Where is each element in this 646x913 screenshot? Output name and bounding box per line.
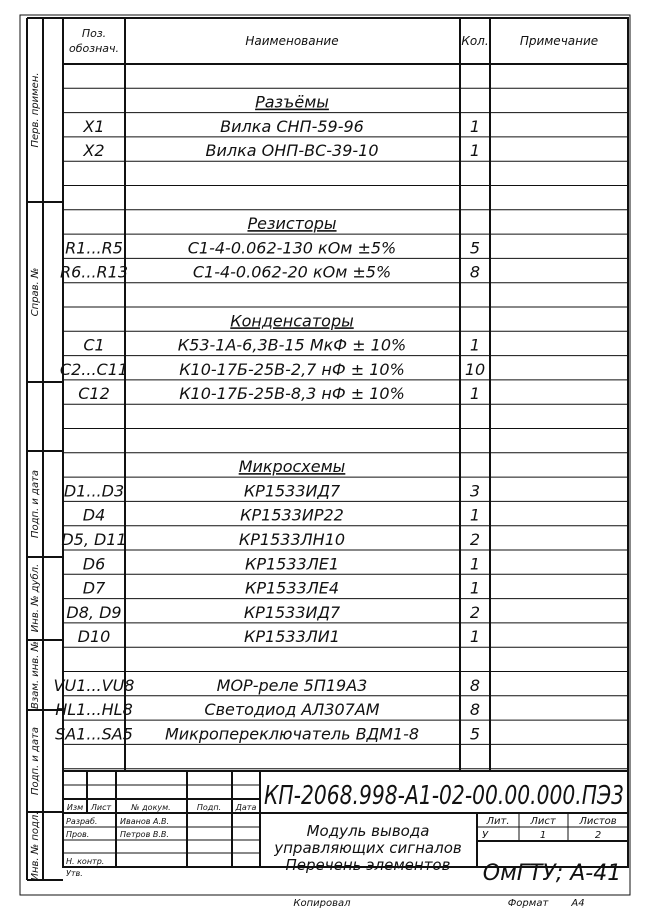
- row-qty: 1: [469, 384, 481, 404]
- section-heading: Микросхемы: [238, 457, 346, 477]
- row-qty: 8: [469, 262, 481, 282]
- row-pos: SA1...SA5: [55, 724, 133, 744]
- section-heading: Резисторы: [247, 214, 337, 234]
- table-rows: [54, 88, 628, 768]
- row-qty: 1: [469, 141, 481, 161]
- row-pos: VU1...VU8: [53, 675, 135, 695]
- sheet-footer: [293, 898, 584, 909]
- row-name: С1-4-0.062-130 кОм ±5%: [187, 238, 397, 258]
- razrab-label: Разраб.: [66, 817, 98, 826]
- row-name: С1-4-0.062-20 кОм ±5%: [192, 262, 392, 282]
- col-podp: Подп.: [196, 803, 222, 812]
- row-pos: D4: [82, 505, 106, 525]
- row-pos: D10: [77, 627, 111, 647]
- row-qty: 8: [469, 700, 481, 720]
- left-sidebar: [27, 18, 63, 881]
- row-name: К10-17Б-25В-8,3 нФ ± 10%: [179, 384, 405, 404]
- row-name: КР1533ИД7: [243, 602, 341, 622]
- sidebar-sprav-no: Справ. №: [30, 267, 41, 317]
- row-qty: 2: [469, 530, 481, 549]
- listov-label: Листов: [579, 816, 617, 827]
- title-line2: управляющих сигналов: [274, 839, 462, 857]
- title-line3: Перечень элементов: [285, 856, 451, 874]
- lit-label: Лит.: [486, 816, 510, 827]
- row-pos: X2: [83, 141, 105, 161]
- col-izm: Изм: [66, 803, 84, 812]
- row-qty: 1: [469, 554, 481, 574]
- row-qty: 2: [469, 602, 481, 622]
- row-qty: 1: [469, 116, 481, 136]
- sidebar-inv-podl: Инв. № подл.: [30, 811, 41, 881]
- header-qty: Кол.: [461, 34, 489, 48]
- list-value: 1: [539, 830, 547, 841]
- row-pos: R6...R13: [59, 262, 129, 282]
- row-pos: C1: [83, 335, 105, 355]
- row-pos: HL1...HL8: [55, 700, 133, 720]
- spec-table: [54, 18, 628, 771]
- row-name: КР1533ИД7: [243, 481, 341, 501]
- row-pos: X1: [83, 116, 105, 136]
- row-name: МОР-реле 5П19А3: [216, 675, 368, 695]
- razrab-name: Иванов А.В.: [120, 817, 170, 826]
- row-qty: 5: [469, 724, 481, 744]
- prov-label: Пров.: [66, 830, 90, 839]
- row-qty: 1: [469, 578, 481, 598]
- row-name: КР1533ЛЕ1: [244, 554, 340, 574]
- prov-name: Петров В.В.: [120, 830, 169, 839]
- row-name: КР1533ИР22: [240, 505, 344, 525]
- row-qty: 10: [464, 359, 486, 379]
- sidebar-podp-data-1: Подп. и дата: [30, 469, 41, 539]
- listov-value: 2: [594, 830, 602, 841]
- header-note: Примечание: [519, 34, 599, 48]
- doc-code: КП-2068.998-А1-02-00.00.000.ПЭ3: [264, 781, 624, 811]
- format-label: Формат: [507, 898, 549, 909]
- row-pos: R1...R5: [65, 238, 123, 258]
- col-doc: № докум.: [131, 803, 171, 812]
- row-pos: D6: [82, 554, 106, 574]
- header-name: Наименование: [245, 34, 339, 48]
- row-pos: C2...C11: [59, 359, 129, 379]
- row-qty: 3: [469, 481, 481, 501]
- title-block: [63, 771, 628, 886]
- section-heading: Разъёмы: [255, 92, 329, 112]
- sidebar-vzam-inv: Взам. инв. №: [30, 641, 41, 709]
- utv-label: Утв.: [66, 869, 83, 878]
- row-pos: D1...D3: [63, 481, 125, 501]
- row-qty: 1: [469, 627, 481, 647]
- list-label: Лист: [530, 816, 556, 827]
- row-pos: D8, D9: [66, 602, 122, 622]
- header-designation-line2: обознач.: [68, 42, 120, 55]
- row-name: К10-17Б-25В-2,7 нФ ± 10%: [179, 359, 405, 379]
- col-data: Дата: [235, 803, 257, 812]
- sidebar-perv-primen: Перв. примен.: [30, 72, 41, 148]
- row-name: Вилка ОНП-ВС-39-10: [205, 141, 379, 161]
- title-line1: Модуль вывода: [306, 822, 430, 840]
- row-name: КР1533ЛЕ4: [244, 578, 340, 598]
- row-qty: 5: [469, 238, 481, 258]
- row-name: К53-1А-6,3В-15 МкФ ± 10%: [177, 335, 407, 355]
- sidebar-inv-dubl: Инв. № дубл.: [30, 563, 41, 633]
- header-designation-line1: Поз.: [81, 27, 107, 40]
- copied-label: Копировал: [293, 898, 351, 909]
- row-name: Вилка СНП-59-96: [220, 116, 364, 136]
- sidebar-podp-data-2: Подп. и дата: [30, 726, 41, 796]
- org-name: ОмГТУ; А-41: [482, 861, 622, 886]
- row-name: Светодиод АЛ307АМ: [204, 700, 380, 720]
- row-qty: 8: [469, 675, 481, 695]
- row-name: КР1533ЛИ1: [244, 627, 340, 647]
- row-name: КР1533ЛН10: [238, 530, 346, 549]
- n-kontr-label: Н. контр.: [66, 857, 105, 866]
- row-pos: C12: [78, 384, 110, 404]
- col-list: Лист: [90, 803, 112, 812]
- row-pos: D5, D11: [61, 530, 127, 549]
- lit-value: У: [481, 830, 489, 841]
- table-header: [69, 27, 598, 55]
- row-qty: 1: [469, 335, 481, 355]
- row-name: Микропереключатель ВДМ1-8: [164, 724, 420, 744]
- row-pos: D7: [82, 578, 106, 598]
- format-value: А4: [571, 898, 585, 909]
- section-heading: Конденсаторы: [230, 311, 354, 331]
- row-qty: 1: [469, 505, 481, 525]
